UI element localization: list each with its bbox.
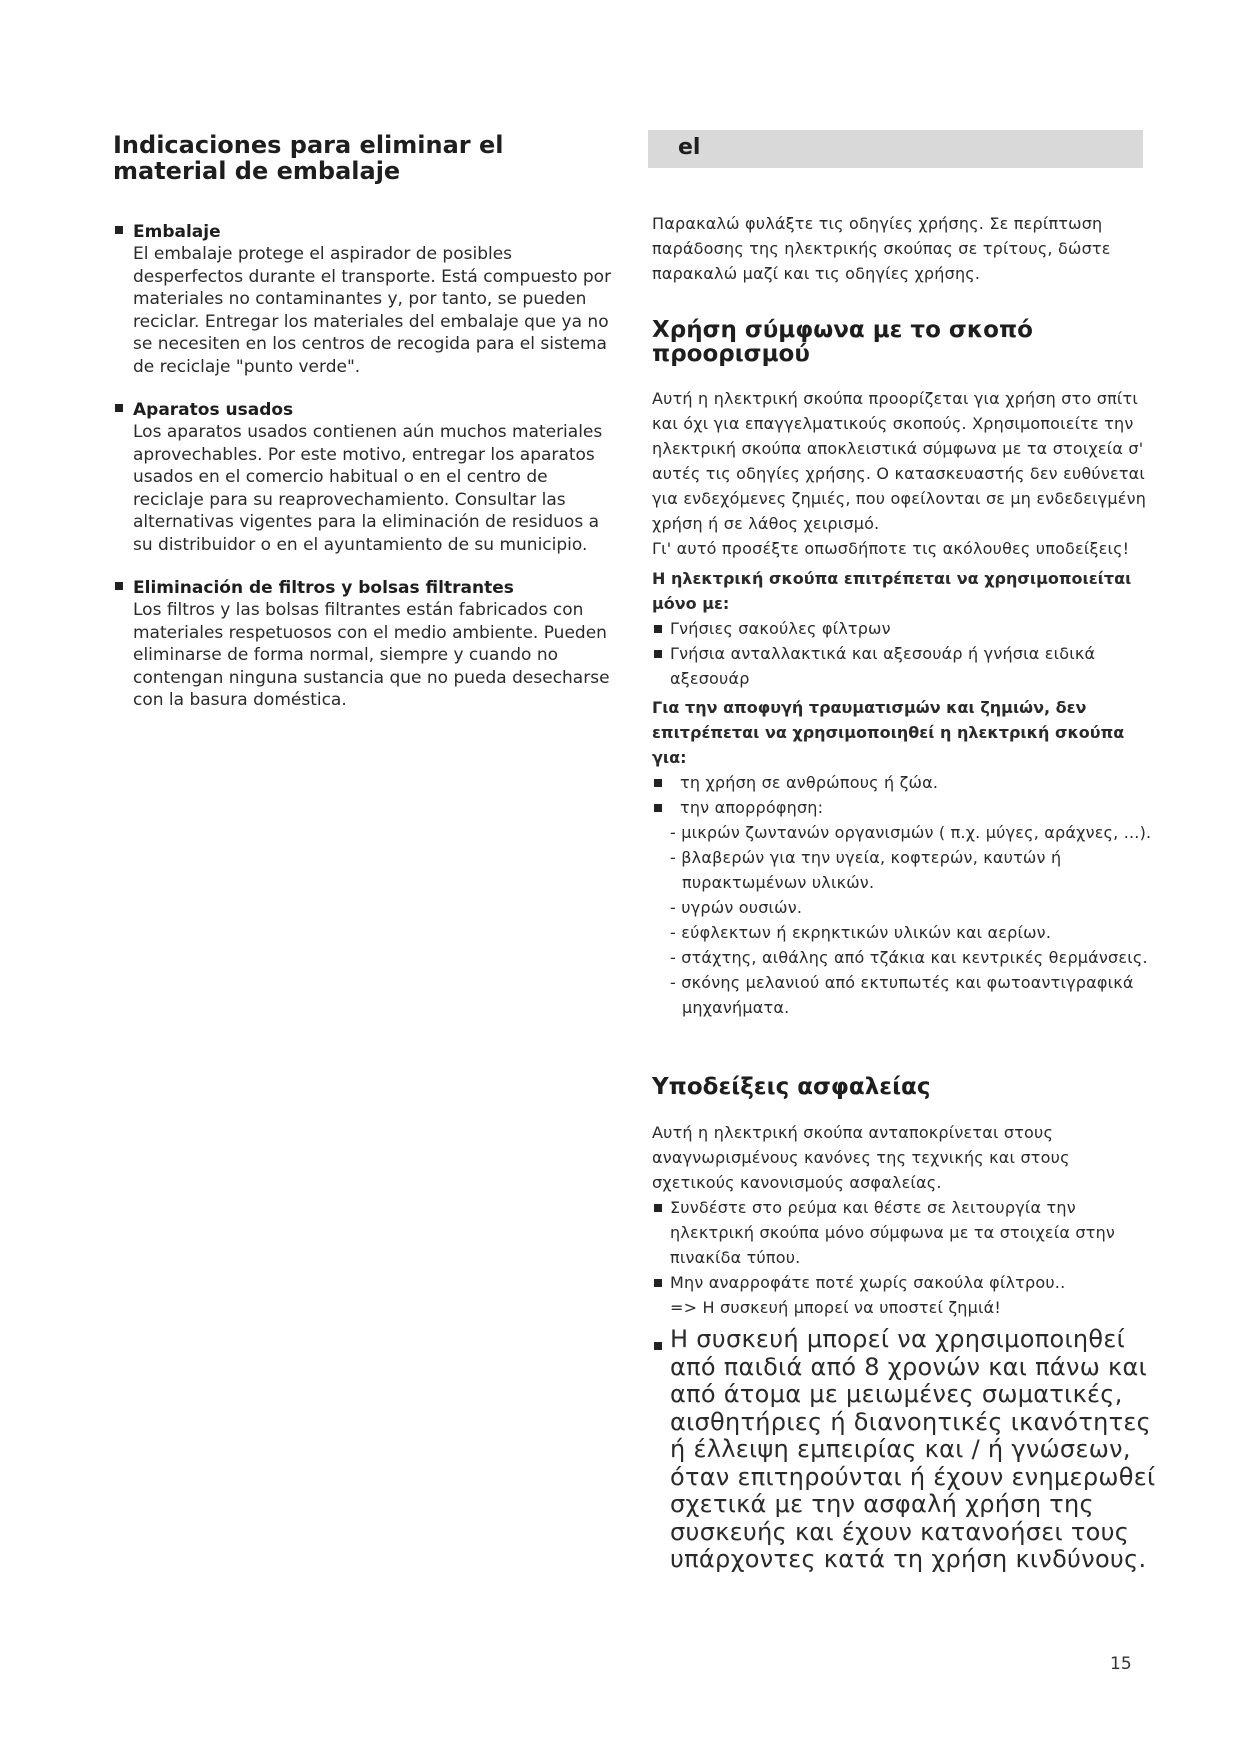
section-text: El embalaje protege el aspirador de posibles desperfectos durante el transporte. Está compuesto por materiales no contaminantes y, por tanto, se pueden reciclar. Entregar los materiales del embalaje que ya no se necesiten en los centros de recogida para el sistema de reciclaje "punto verde". <box>133 244 612 377</box>
section-embalaje <box>113 222 618 378</box>
forbidden-heading: Για την αποφυγή τραυματισμών και ζημιών, δεν επιτρέπεται να χρησιμοποιηθεί η ηλεκτρική σκούπα για: <box>652 698 1125 767</box>
use-section <box>652 318 1157 366</box>
list-item: - υγρών ουσιών. <box>670 898 803 917</box>
square-bullet-icon <box>654 625 662 633</box>
list-item: - εύφλεκτων ή εκρηκτικών υλικών και αερίων. <box>670 923 1052 942</box>
section-text: Los aparatos usados contienen aún muchos materiales aprovechables. Por este motivo, entregar los aparatos usados en el comercio habitual o en el centro de reciclaje para su reaprovechamiento. Consultar las alternativas vigentes para la eliminación de residuos a su distribuidor o en el ayuntamiento de su municipio. <box>133 422 603 555</box>
use-text: Αυτή η ηλεκτρική σκούπα προορίζεται για χρήση στο σπίτι και όχι για επαγγελματικούς σκοπούς. Χρησιμοποιείτε την ηλεκτρική σκούπα αποκλειστικά σύμφωνα με τα στοιχεία σ' αυτές τις οδηγίες χρήσης. Ο κατασκευαστής δεν ευθύνεται για ενδεχόμενες ζημιές, που οφείλονται σε μη ενδεδειγμένη χρήση ή σε λάθος χειρισμό. <box>652 389 1147 533</box>
safety-text: Αυτή η ηλεκτρική σκούπα ανταποκρίνεται στους αναγνωρισμένους κανόνες της τεχνικής και στους σχετικούς κανονισμούς ασφαλείας. <box>652 1123 1070 1192</box>
use-heading: Χρήση σύμφωνα με το σκοπό προορισμού <box>652 317 1033 367</box>
safety-body <box>652 1120 1157 1574</box>
list-item: - βλαβερών για την υγεία, κοφτερών, καυτών ή πυρακτωμένων υλικών. <box>670 848 1062 892</box>
square-bullet-icon <box>115 226 123 234</box>
language-bar <box>648 130 1143 168</box>
square-bullet-icon <box>115 404 123 412</box>
use-body <box>652 386 1157 1020</box>
list-item: Γνήσια ανταλλακτικά και αξεσουάρ ή γνήσια ειδικά αξεσουάρ <box>652 641 1157 691</box>
section-heading: Embalaje <box>133 222 221 242</box>
safety-heading: Υποδείξεις ασφαλείας <box>652 1074 931 1100</box>
safety-section <box>652 1075 1157 1099</box>
left-title: Indicaciones para eliminar el material de embalaje <box>113 131 504 185</box>
list-item: τη χρήση σε ανθρώπους ή ζώα. <box>652 770 1157 795</box>
list-item: - στάχτης, αιθάλης από τζάκια και κεντρικές θερμάνσεις. <box>670 948 1148 967</box>
section-heading: Aparatos usados <box>133 400 294 420</box>
list-item-continuation: => Η συσκευή μπορεί να υποστεί ζημιά! <box>670 1298 1001 1317</box>
list-item: Μην αναρροφάτε ποτέ χωρίς σακούλα φίλτρου.. <box>652 1270 1157 1295</box>
square-bullet-icon <box>654 650 662 658</box>
left-column <box>113 132 618 734</box>
section-filtros <box>113 578 618 712</box>
forbidden-sub-list <box>652 820 1157 1020</box>
section-aparatos-usados <box>113 400 618 556</box>
safety-big-list <box>652 1326 1157 1574</box>
square-bullet-icon <box>115 582 123 590</box>
square-bullet-icon <box>654 1204 662 1212</box>
forbidden-list <box>652 770 1157 820</box>
list-item: Γνήσιες σακούλες φίλτρων <box>652 616 1157 641</box>
square-bullet-icon <box>654 804 662 812</box>
language-code: el <box>678 135 701 160</box>
list-item: - σκόνης μελανιού από εκτυπωτές και φωτοαντιγραφικά μηχανήματα. <box>670 973 1134 1017</box>
section-text: Los filtros y las bolsas filtrantes están fabricados con materiales respetuosos con el medio ambiente. Pueden eliminarse de forma normal, siempre y cuando no contengan ninguna sustancia que no pueda desecharse con la basura doméstica. <box>133 600 610 710</box>
list-item: την απορρόφηση: <box>652 795 1157 820</box>
intro-text: Παρακαλώ φυλάξτε τις οδηγίες χρήσης. Σε περίπτωση παράδοσης της ηλεκτρικής σκούπας σε τρίτους, δώστε παρακαλώ μαζί και τις οδηγίες χρήσης. <box>652 214 1111 283</box>
section-heading: Eliminación de filtros y bolsas filtrantes <box>133 578 514 598</box>
safety-list <box>652 1195 1157 1320</box>
allowed-list <box>652 616 1157 691</box>
page-number: 15 <box>1110 1654 1132 1674</box>
square-bullet-icon <box>654 1342 662 1350</box>
allowed-heading: Η ηλεκτρική σκούπα επιτρέπεται να χρησιμοποιείται μόνο με: <box>652 569 1132 613</box>
square-bullet-icon <box>654 1279 662 1287</box>
list-item: Συνδέστε στο ρεύμα και θέστε σε λειτουργία την ηλεκτρική σκούπα μόνο σύμφωνα με τα στοιχεία στην πινακίδα τύπου. <box>652 1195 1157 1270</box>
square-bullet-icon <box>654 779 662 787</box>
use-text-2: Γι' αυτό προσέξτε οπωσδήποτε τις ακόλουθες υποδείξεις! <box>652 539 1130 558</box>
list-item: Η συσκευή μπορεί να χρησιμοποιηθεί από παιδιά από 8 χρονών και πάνω και από άτομα με μειωμένες σωματικές, αισθητήριες ή διανοητικές ικανότητες ή έλλειψη εμπειρίας και / ή γνώσεων, όταν επιτηρούνται ή έχουν ενημερωθεί σχετικά με την ασφαλή χρήση της συσκευής και έχουν κατανοήσει τους υπάρχοντες κατά τη χρήση κινδύνους. <box>652 1326 1157 1574</box>
list-item: - μικρών ζωντανών οργανισμών ( π.χ. μύγες, αράχνες, ...). <box>670 823 1152 842</box>
